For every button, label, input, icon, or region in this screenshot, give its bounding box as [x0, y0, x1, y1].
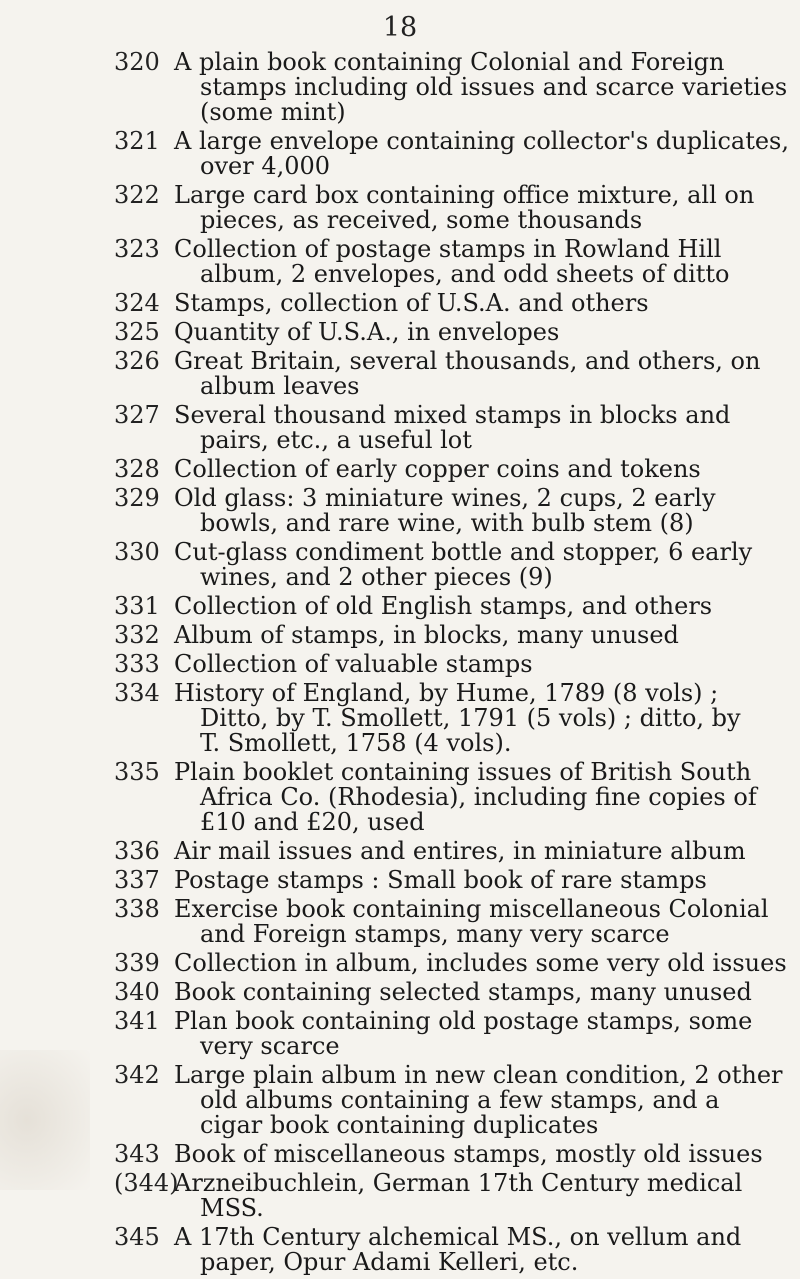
- lot-entry: [0, 183, 800, 233]
- lot-description-line: old albums containing a few stamps, and a: [200, 1086, 720, 1114]
- lot-description-line: paper, Opur Adami Kelleri, etc.: [200, 1248, 579, 1276]
- lot-description-line: A large envelope containing collector's duplicates,: [174, 127, 789, 155]
- lot-entry: [0, 897, 800, 947]
- lot-number: (344): [114, 1169, 179, 1197]
- lot-description: [174, 486, 714, 536]
- lot-description-line: Book containing selected stamps, many unused: [174, 978, 752, 1006]
- lot-entry: [0, 291, 800, 316]
- lot-number: 334: [114, 679, 160, 707]
- lot-entry: [0, 868, 800, 893]
- lot-description-line: Book of miscellaneous stamps, mostly old issues: [174, 1140, 763, 1168]
- lot-description: [174, 1140, 763, 1168]
- lot-description-line: Collection of early copper coins and tokens: [174, 455, 701, 483]
- lot-description-line: cigar book containing duplicates: [200, 1111, 599, 1139]
- lot-description-line: Postage stamps : Small book of rare stamps: [174, 866, 707, 894]
- lot-description: [174, 895, 769, 948]
- lot-description: [174, 538, 753, 591]
- lot-description-line: Great Britain, several thousands, and others, on: [174, 347, 761, 375]
- lot-description-line: History of England, by Hume, 1789 (8 vols) ;: [174, 679, 719, 707]
- lot-description: [174, 127, 789, 180]
- lot-number: 330: [114, 538, 160, 566]
- lot-description-line: Ditto, by T. Smollett, 1791 (5 vols) ; ditto, by: [200, 704, 741, 732]
- lot-entry: [0, 681, 800, 756]
- lot-description-line: Old glass: 3 miniature wines, 2 cups, 2 early: [174, 484, 716, 512]
- lot-description-line: Collection of old English stamps, and others: [174, 592, 713, 620]
- lot-description-line: pieces, as received, some thousands: [200, 206, 643, 234]
- lot-entry: [0, 1171, 800, 1221]
- lot-description-line: bowls, and rare wine, with bulb stem (8): [200, 509, 694, 537]
- lot-description: [174, 837, 746, 865]
- lot-description-line: Several thousand mixed stamps in blocks and: [174, 401, 731, 429]
- lot-description-line: MSS.: [200, 1194, 264, 1222]
- lot-description-line: and Foreign stamps, many very scarce: [200, 920, 670, 948]
- lot-description-line: (some mint): [200, 98, 346, 126]
- lot-number: 322: [114, 181, 160, 209]
- lot-entry: [0, 237, 800, 287]
- lot-description: [174, 291, 714, 316]
- lot-number: 338: [114, 895, 160, 923]
- lot-description: [174, 652, 714, 677]
- lot-entry: [0, 1225, 800, 1275]
- margin-stain: [0, 1050, 90, 1190]
- lot-description: [174, 48, 788, 126]
- lot-description-line: wines, and 2 other pieces (9): [200, 563, 553, 591]
- lot-description: [174, 401, 731, 454]
- lot-entry: [0, 839, 800, 864]
- lot-description-line: over 4,000: [200, 152, 331, 180]
- lot-description-line: Collection of postage stamps in Rowland Hill: [174, 235, 722, 263]
- lot-list: [0, 50, 800, 1279]
- lot-number: 336: [114, 837, 160, 865]
- lot-number: 320: [114, 48, 160, 76]
- lot-number: 335: [114, 758, 160, 786]
- lot-entry: [0, 540, 800, 590]
- lot-entry: [0, 760, 800, 835]
- lot-description-line: Quantity of U.S.A., in envelopes: [174, 318, 560, 346]
- lot-description: [174, 347, 761, 400]
- lot-number: 324: [114, 289, 160, 317]
- lot-entry: [0, 129, 800, 179]
- lot-entry: [0, 457, 800, 482]
- lot-description-line: Stamps, collection of U.S.A. and others: [174, 289, 649, 317]
- lot-number: 323: [114, 235, 160, 263]
- lot-description: [174, 594, 714, 619]
- lot-description-line: Arzneibuchlein, German 17th Century medical: [174, 1169, 743, 1197]
- lot-number: 341: [114, 1007, 160, 1035]
- lot-description: [174, 1169, 743, 1222]
- lot-entry: [0, 320, 800, 345]
- lot-number: 327: [114, 401, 160, 429]
- lot-number: 331: [114, 592, 160, 620]
- lot-entry: [0, 951, 800, 976]
- lot-description-line: £10 and £20, used: [200, 808, 425, 836]
- lot-description-line: A plain book containing Colonial and Foreign: [174, 48, 725, 76]
- lot-description-line: T. Smollett, 1758 (4 vols).: [200, 729, 512, 757]
- lot-description: [174, 320, 714, 345]
- lot-description: [174, 679, 741, 757]
- lot-entry: [0, 594, 800, 619]
- lot-description: [174, 758, 757, 836]
- lot-description-line: album, 2 envelopes, and odd sheets of ditto: [200, 260, 730, 288]
- lot-description: [174, 949, 787, 977]
- lot-description-line: Africa Co. (Rhodesia), including fine copies of: [200, 783, 757, 811]
- lot-description: [174, 1223, 742, 1276]
- lot-description-line: Collection in album, includes some very old issues: [174, 949, 787, 977]
- lot-number: 328: [114, 455, 160, 483]
- lot-entry: [0, 652, 800, 677]
- lot-description-line: album leaves: [200, 372, 360, 400]
- lot-number: 332: [114, 621, 160, 649]
- lot-description: [174, 1007, 753, 1060]
- lot-number: 345: [114, 1223, 160, 1251]
- lot-entry: [0, 486, 800, 536]
- lot-description: [174, 978, 752, 1006]
- lot-description: [174, 235, 730, 288]
- lot-entry: [0, 623, 800, 648]
- lot-number: 329: [114, 484, 160, 512]
- lot-description-line: Collection of valuable stamps: [174, 650, 533, 678]
- lot-description: [174, 1061, 783, 1139]
- lot-entry: [0, 349, 800, 399]
- lot-description: [174, 457, 714, 482]
- lot-entry: [0, 980, 800, 1005]
- lot-description-line: Album of stamps, in blocks, many unused: [174, 621, 679, 649]
- lot-number: 321: [114, 127, 160, 155]
- lot-entry: [0, 1142, 800, 1167]
- lot-number: 337: [114, 866, 160, 894]
- lot-entry: [0, 50, 800, 125]
- lot-description-line: Large plain album in new clean condition, 2 other: [174, 1061, 783, 1089]
- lot-number: 333: [114, 650, 160, 678]
- lot-description: [174, 181, 755, 234]
- lot-description-line: Plan book containing old postage stamps, some: [174, 1007, 753, 1035]
- lot-number: 340: [114, 978, 160, 1006]
- lot-description-line: Exercise book containing miscellaneous Colonial: [174, 895, 769, 923]
- lot-entry: [0, 1009, 800, 1059]
- lot-description-line: stamps including old issues and scarce varieties: [200, 73, 788, 101]
- lot-description-line: pairs, etc., a useful lot: [200, 426, 472, 454]
- lot-number: 325: [114, 318, 160, 346]
- lot-number: 326: [114, 347, 160, 375]
- lot-entry: [0, 1063, 800, 1138]
- lot-entry: [0, 403, 800, 453]
- lot-number: 343: [114, 1140, 160, 1168]
- lot-description-line: A 17th Century alchemical MS., on vellum and: [174, 1223, 742, 1251]
- lot-description-line: Plain booklet containing issues of British South: [174, 758, 752, 786]
- lot-description: [174, 868, 714, 893]
- lot-description: [174, 623, 714, 648]
- page-number: 18: [382, 12, 418, 43]
- lot-description-line: very scarce: [200, 1032, 340, 1060]
- lot-number: 339: [114, 949, 160, 977]
- lot-description-line: Air mail issues and entires, in miniature album: [174, 837, 746, 865]
- lot-description-line: Cut-glass condiment bottle and stopper, 6 early: [174, 538, 753, 566]
- lot-description-line: Large card box containing office mixture, all on: [174, 181, 755, 209]
- lot-number: 342: [114, 1061, 160, 1089]
